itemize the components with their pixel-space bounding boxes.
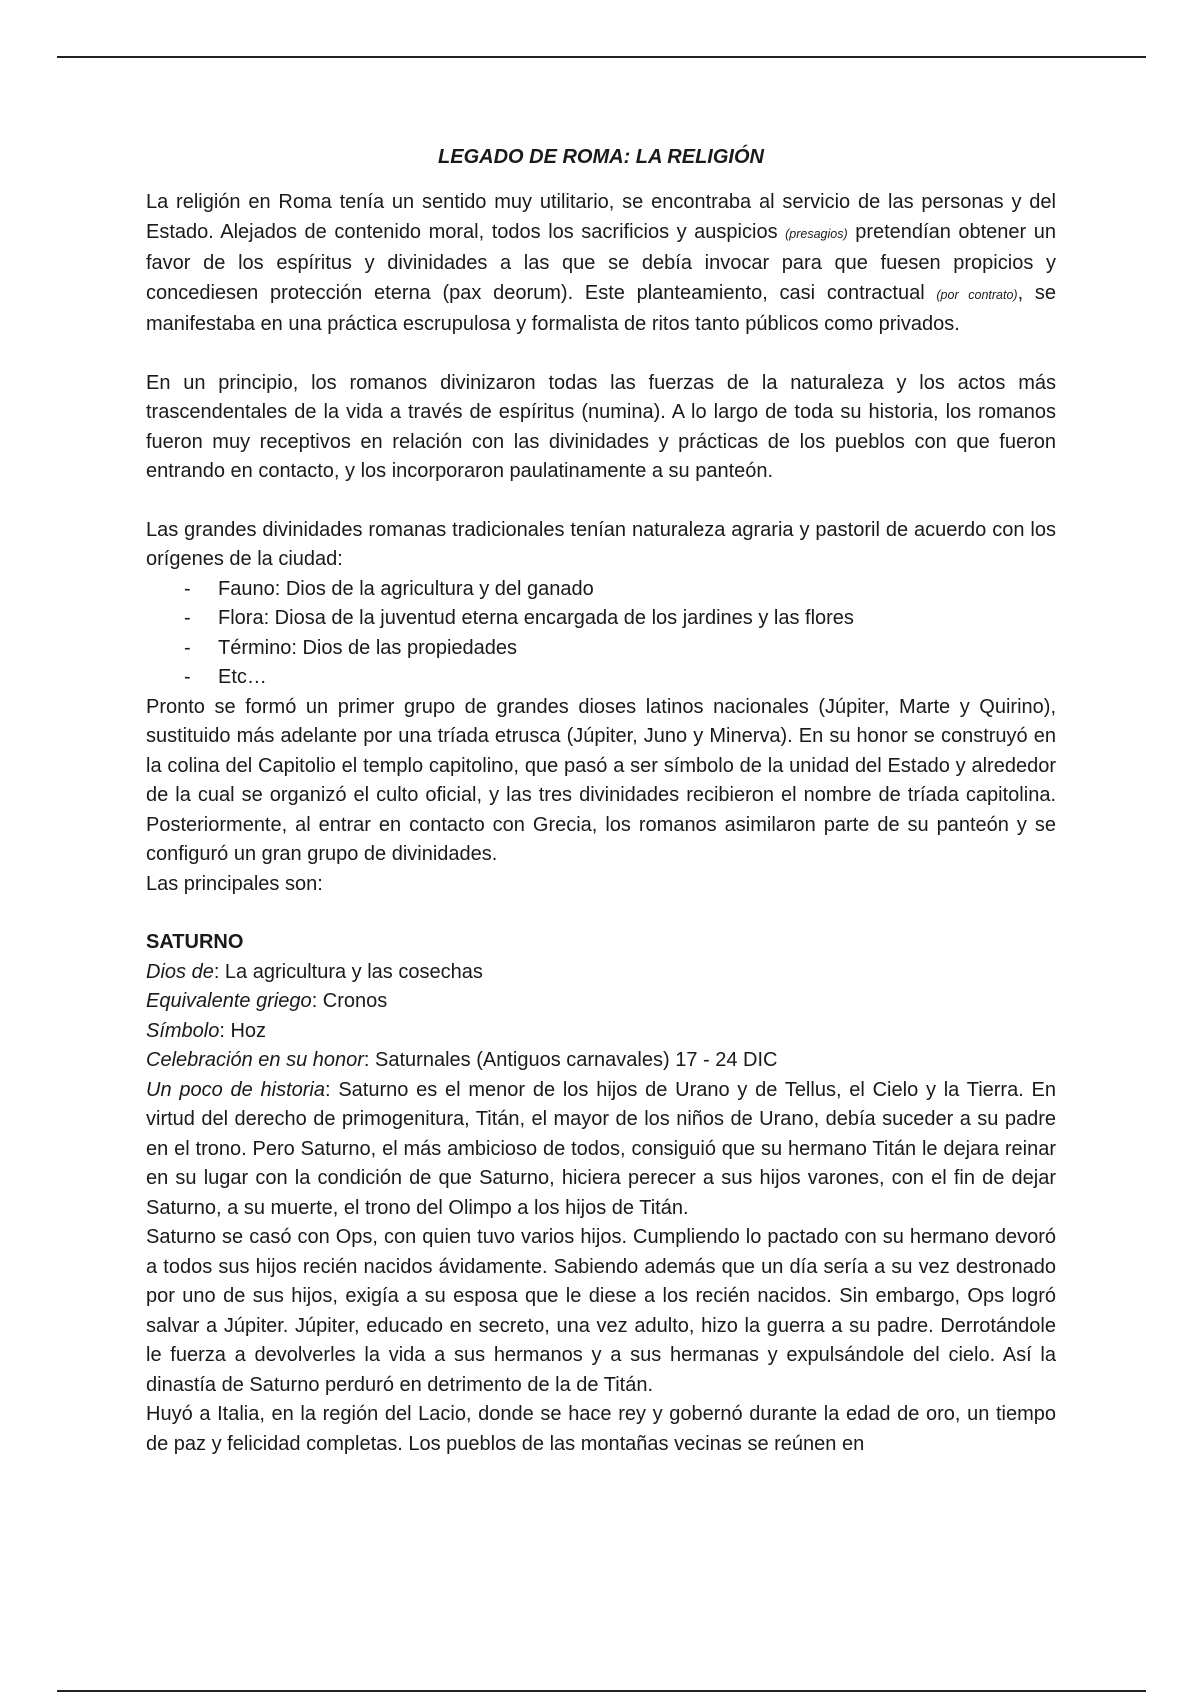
field-value: : Hoz — [219, 1019, 267, 1042]
intro-text-3: , se manifestaba en una práctica escrupulosa y formalista de ritos tanto públicos como privados. — [146, 281, 1056, 335]
field-value: : Cronos — [311, 990, 388, 1012]
field-historia — [146, 1076, 1056, 1224]
paragraph-principales: Las principales son: — [146, 872, 323, 895]
field-dios-de — [146, 958, 1056, 988]
paragraph-numina: En un principio, los romanos divinizaron todas las fuerzas de la naturaleza y los actos más trascendentales de la vida a través de espíritus (numina). A lo largo de toda su historia, los romanos fueron muy receptivos en relación con las divinidades y prácticas de los pueblos con que fueron entrando en contacto, y los incorporaron paulatinamente a su panteón. — [146, 371, 1056, 482]
section-heading-saturno: SATURNO — [146, 931, 244, 953]
list-item: - Término: Dios de las propiedades — [184, 634, 1056, 664]
document-title: LEGADO DE ROMA: LA RELIGIÓN — [438, 146, 764, 168]
field-value: : La agricultura y las cosechas — [213, 960, 483, 983]
field-label: Equivalente griego — [146, 990, 312, 1012]
intro-note-presagios: (presagios) — [785, 226, 848, 241]
field-equivalente-griego — [146, 987, 1056, 1017]
intro-text-1: La religión en Roma tenía un sentido muy utilitario, se encontraba al servicio de las personas y del Estado. Alejados de contenido moral, todos los sacrificios y auspicios — [146, 191, 1056, 243]
field-celebracion — [146, 1046, 1056, 1076]
field-value: : Saturno es el menor de los hijos de Urano y de Tellus, el Cielo y la Tierra. En virtud del derecho de primogenitura, Titán, el mayor de los niños de Urano, debía suceder a su padre en el trono. Pero Saturno, el más ambicioso de todos, consiguió que su hermano Titán le dejara reinar en su lugar con la condición de que Saturno, hiciera perecer a sus hijos varones, con el fin de dejar Saturno, a su muerte, el trono del Olimpo a los hijos de Titán. — [146, 1078, 1057, 1219]
deities-list — [146, 575, 1056, 693]
intro-paragraph — [146, 188, 1056, 340]
list-item: - Etc… — [184, 663, 1056, 693]
field-label: Símbolo — [146, 1019, 220, 1042]
field-value: : Saturnales (Antiguos carnavales) 17 - 24 DIC — [363, 1049, 778, 1071]
paragraph-lacio: Huyó a Italia, en la región del Lacio, donde se hace rey y gobernó durante la edad de oro, un tiempo de paz y felicidad completas. Los pueblos de las montañas vecinas se reúnen en — [146, 1403, 1056, 1455]
intro-note-contrato: (por contrato) — [936, 287, 1018, 302]
top-rule — [57, 56, 1146, 58]
paragraph-ops: Saturno se casó con Ops, con quien tuvo varios hijos. Cumpliendo lo pactado con su hermano devoró a todos sus hijos recién nacidos ávidamente. Sabiendo además que un día sería a su vez destronado por uno de sus hijos, exigía a su esposa que le diese a los recién nacidos. Sin embargo, Ops logró salvar a Júpiter. Júpiter, educado en secreto, una vez adulto, hizo la guerra a su padre. Derrotándole le fuerza a devolverles la vida a sus hermanos y a sus hermanas y expulsándole del cielo. Así la dinastía de Saturno perduró en detrimento de la de Titán. — [146, 1226, 1056, 1396]
field-simbolo — [146, 1017, 1056, 1047]
paragraph-triada: Pronto se formó un primer grupo de grandes dioses latinos nacionales (Júpiter, Marte y Quirino), sustituido más adelante por una tríada etrusca (Júpiter, Juno y Minerva). En su honor se construyó en la colina del Capitolio el templo capitolino, que pasó a ser símbolo de la unidad del Estado y alrededor de la cual se organizó el culto oficial, y las tres divinidades recibieron el nombre de tríada capitolina. Posteriormente, al entrar en contacto con Grecia, los romanos asimilaron parte de su panteón y se configuró un gran grupo de divinidades. — [146, 695, 1056, 865]
field-label: Un poco de historia — [146, 1078, 325, 1101]
paragraph-divinidades: Las grandes divinidades romanas tradicionales tenían naturaleza agraria y pastoril de acuerdo con los orígenes de la ciudad: — [146, 518, 1056, 570]
field-label: Dios de — [146, 960, 214, 983]
list-item: - Fauno: Dios de la agricultura y del ganado — [184, 575, 1056, 605]
document-body — [146, 142, 1056, 1459]
field-label: Celebración en su honor — [146, 1049, 364, 1071]
bottom-rule — [57, 1690, 1146, 1692]
intro-text-2: pretendían obtener un favor de los espíritus y divinidades a las que se debía invocar para que fuesen propicios y concediesen protección eterna (pax deorum). Este planteamiento, casi contractual — [146, 220, 1057, 304]
list-item: - Flora: Diosa de la juventud eterna encargada de los jardines y las flores — [184, 604, 1056, 634]
